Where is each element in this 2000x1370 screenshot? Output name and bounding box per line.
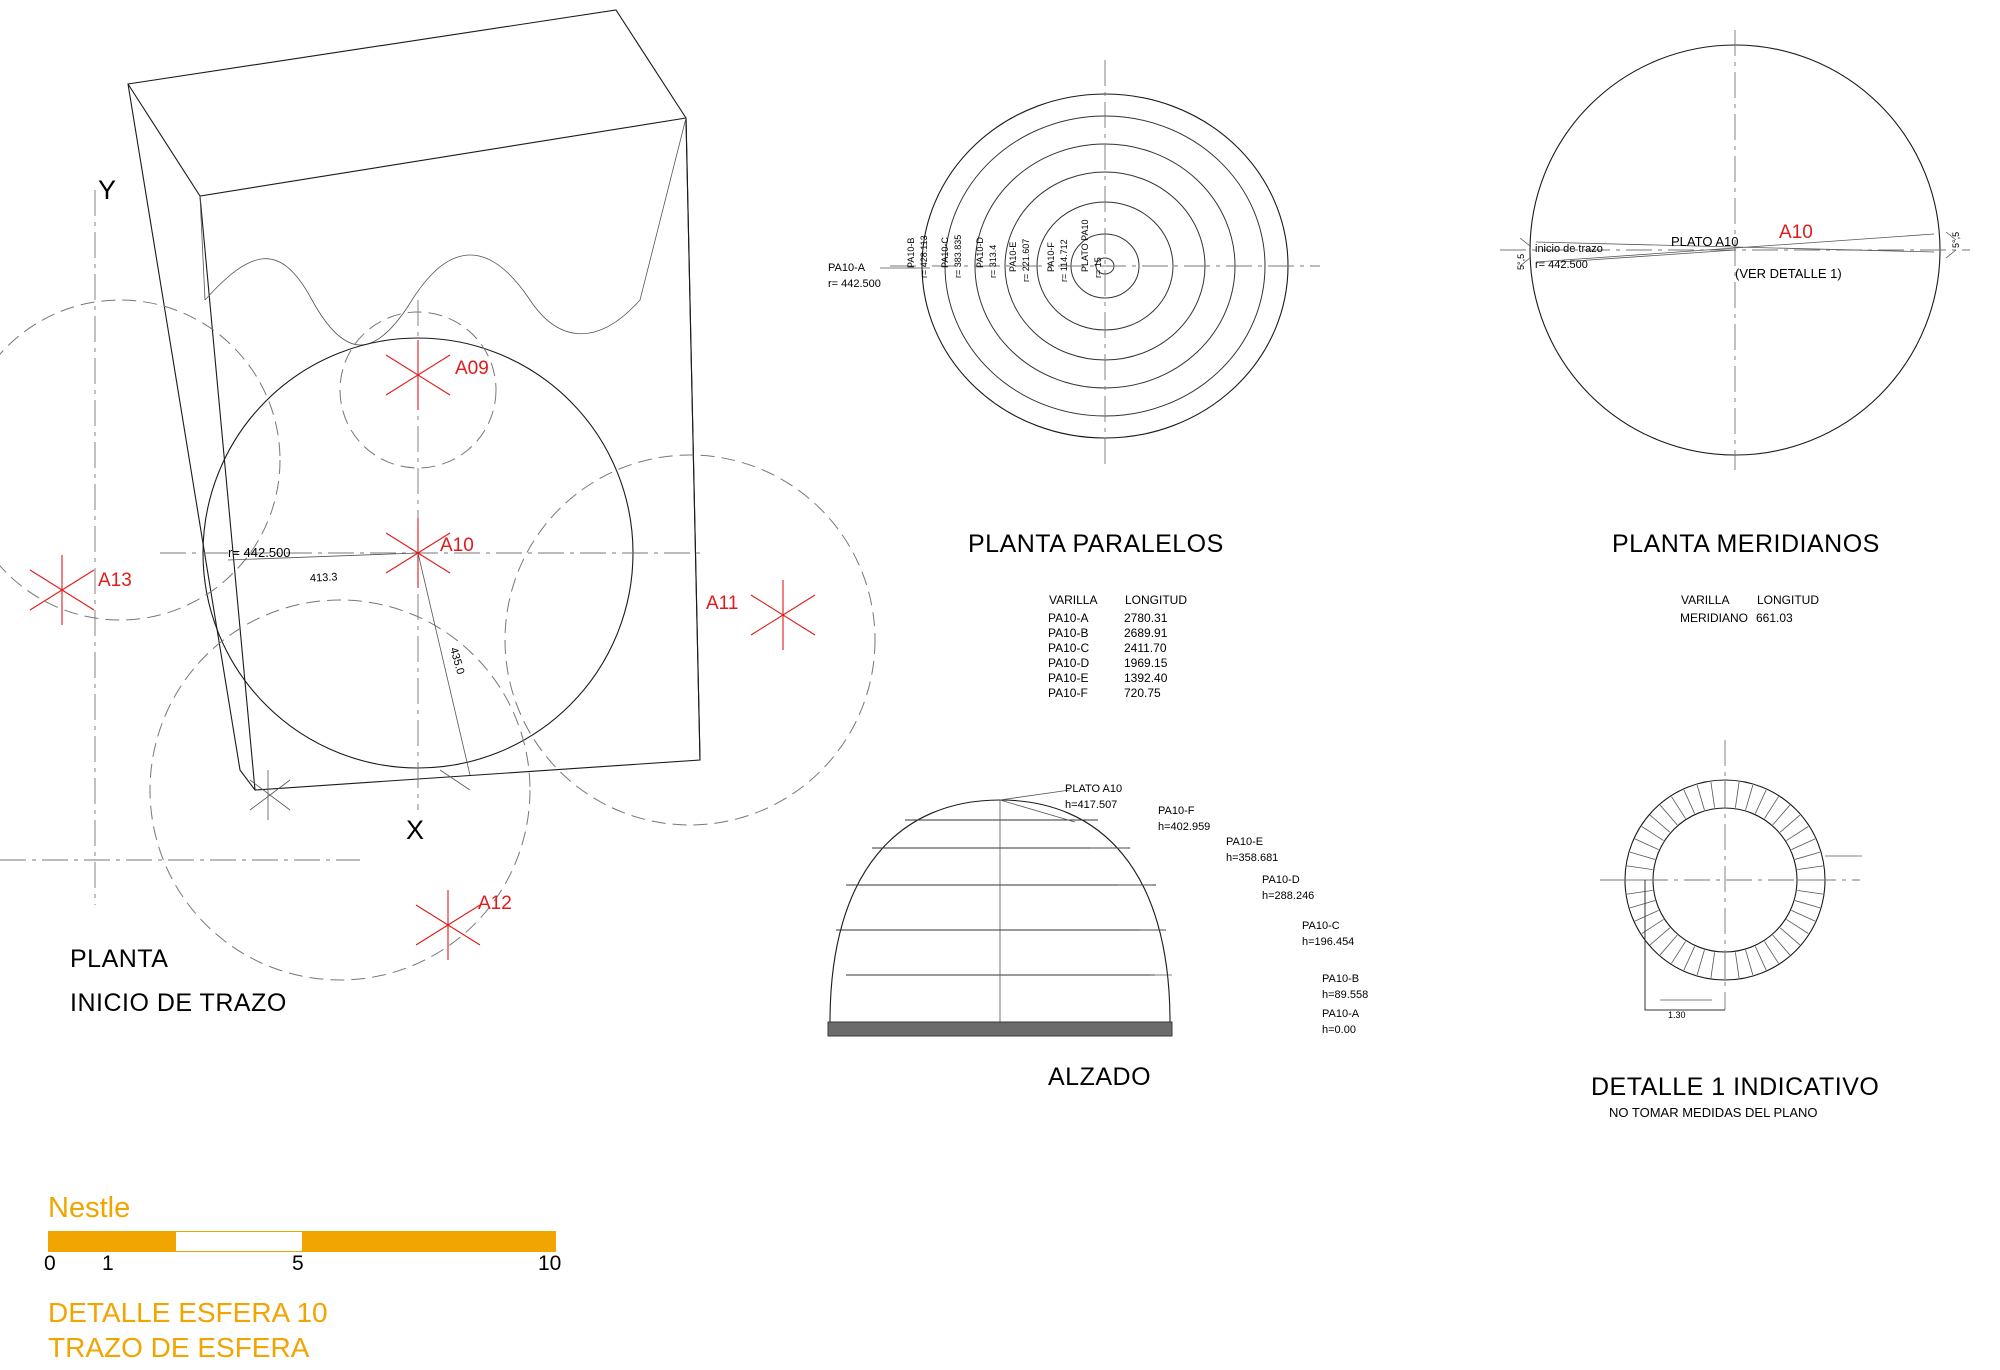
scale-tick-10: 10 <box>538 1252 562 1275</box>
cell: 720.75 <box>1124 686 1161 700</box>
alzado-level-a-name: PA10-A <box>1322 1008 1360 1020</box>
paralelos-title: PLANTA PARALELOS <box>968 530 1224 558</box>
plan-title-line2: INICIO DE TRAZO <box>70 989 287 1017</box>
alzado-level-f-height: h=402.959 <box>1158 821 1211 833</box>
alzado-level-d-height: h=288.246 <box>1262 890 1315 902</box>
alzado-level-c-name: PA10-C <box>1302 920 1340 932</box>
alzado-plate-label: PLATO A10 <box>1065 783 1123 795</box>
cell: 2780.31 <box>1124 611 1168 625</box>
plan-title-line1: PLANTA <box>70 945 169 973</box>
detalle-geometry <box>1600 740 1862 1010</box>
meridianos-table-header-longitud: LONGITUD <box>1757 593 1820 607</box>
table-row <box>1048 641 1188 656</box>
cell: 1392.40 <box>1124 671 1168 685</box>
paralelos-plate-name: PLATO PA10 <box>1080 219 1090 272</box>
plan-marker-a11: A11 <box>706 593 739 614</box>
sheet-title <box>48 1295 328 1365</box>
alzado-level-d-name: PA10-D <box>1262 874 1300 886</box>
meridianos-table <box>1680 592 1820 626</box>
paralelos-ring-b-name: PA10-B <box>906 237 916 268</box>
cell: 2411.70 <box>1124 641 1167 655</box>
cell: MERIDIANO <box>1680 611 1749 625</box>
table-row <box>1048 626 1188 641</box>
detalle-title: DETALLE 1 INDICATIVO <box>1591 1073 1880 1101</box>
detalle-subtitle: NO TOMAR MEDIDAS DEL PLANO <box>1609 1105 1818 1120</box>
scale-bar-ticks <box>44 1252 562 1275</box>
paralelos-ring-f-name: PA10-F <box>1046 242 1056 272</box>
detalle-dim: 1.30 <box>1668 1010 1686 1020</box>
plan-axis-y-label: Y <box>98 175 117 205</box>
paralelos-ring-c-radius: r= 383.835 <box>953 234 963 278</box>
plan-marker-a10: A10 <box>440 535 474 556</box>
table-row <box>1048 671 1188 686</box>
alzado-level-f-name: PA10-F <box>1158 805 1195 817</box>
paralelos-table-header-longitud: LONGITUD <box>1125 593 1188 607</box>
alzado-title: ALZADO <box>1048 1063 1152 1091</box>
meridianos-angle-left: 5°,5 <box>1516 253 1526 270</box>
scale-tick-5: 5 <box>292 1252 304 1275</box>
plan-marker-a13: A13 <box>98 570 132 591</box>
plan-radius-label: r= 442.500 <box>228 545 291 560</box>
alzado-level-c-height: h=196.454 <box>1302 936 1355 948</box>
plan-marker-a12: A12 <box>478 893 512 914</box>
meridianos-start-radius: r= 442.500 <box>1535 259 1588 271</box>
table-row <box>1048 611 1188 626</box>
cell: 2689.91 <box>1124 626 1168 640</box>
meridianos-table-header-varilla: VARILLA <box>1681 593 1730 607</box>
plan-view-geometry <box>0 10 875 980</box>
meridianos-plate-label: PLATO A10 <box>1671 234 1739 249</box>
plan-dim-2: 435.0 <box>447 646 467 676</box>
meridianos-start-label: inicio de trazo <box>1535 243 1603 255</box>
cell: PA10-F <box>1048 686 1088 700</box>
table-row <box>1048 656 1188 671</box>
scale-tick-1: 1 <box>102 1252 114 1275</box>
plan-axis-x-label: X <box>406 815 425 845</box>
alzado-level-b-height: h=89.558 <box>1322 989 1369 1001</box>
alzado-level-a-height: h=0.00 <box>1322 1024 1356 1036</box>
meridianos-note: (VER DETALLE 1) <box>1735 266 1842 281</box>
paralelos-leader-name: PA10-A <box>828 262 866 274</box>
title-block <box>44 1192 562 1275</box>
paralelos-ring-e-radius: r= 221.607 <box>1021 238 1031 282</box>
cell: PA10-C <box>1048 641 1090 655</box>
scale-tick-0: 0 <box>44 1252 56 1275</box>
scale-bar <box>48 1231 556 1252</box>
alzado-level-e-name: PA10-E <box>1226 836 1264 848</box>
paralelos-table-header-varilla: VARILLA <box>1049 593 1098 607</box>
cell: 661.03 <box>1756 611 1793 625</box>
alzado-plate-height: h=417.507 <box>1065 799 1118 811</box>
cell: PA10-D <box>1048 656 1090 670</box>
alzado-geometry <box>828 790 1172 1036</box>
paralelos-plate-radius: r= 15 <box>1093 257 1103 278</box>
meridianos-marker-a10: A10 <box>1779 222 1813 243</box>
alzado-level-b-name: PA10-B <box>1322 973 1360 985</box>
plan-marker-a09: A09 <box>455 358 489 379</box>
table-row <box>1680 611 1820 626</box>
paralelos-ring-f-radius: r= 114.712 <box>1059 239 1069 282</box>
cell: PA10-E <box>1048 671 1089 685</box>
paralelos-table <box>1048 592 1188 701</box>
meridianos-title: PLANTA MERIDIANOS <box>1612 530 1880 558</box>
paralelos-leader-radius: r= 442.500 <box>828 278 881 290</box>
cell: PA10-A <box>1048 611 1089 625</box>
scale-bar-segment-2 <box>302 1232 555 1251</box>
sheet-title-line1: DETALLE ESFERA 10 <box>48 1297 328 1328</box>
alzado-level-e-height: h=358.681 <box>1226 852 1279 864</box>
table-row <box>1048 686 1188 701</box>
cell: 1969.15 <box>1124 656 1168 670</box>
plan-dim-1: 413.3 <box>309 571 338 585</box>
paralelos-ring-e-name: PA10-E <box>1008 241 1018 272</box>
paralelos-ring-c-name: PA10-C <box>940 237 950 268</box>
paralelos-ring-b-radius: r= 428.113 <box>919 235 929 278</box>
paralelos-ring-d-radius: r= 313.4 <box>988 244 998 278</box>
meridianos-angle-right: 5°,5 <box>1951 231 1961 248</box>
cell: PA10-B <box>1048 626 1089 640</box>
brand-label: Nestle <box>48 1192 131 1224</box>
scale-bar-segment-1 <box>49 1232 176 1251</box>
sheet-title-line2: TRAZO DE ESFERA <box>48 1332 310 1363</box>
paralelos-ring-d-name: PA10-D <box>975 237 985 268</box>
